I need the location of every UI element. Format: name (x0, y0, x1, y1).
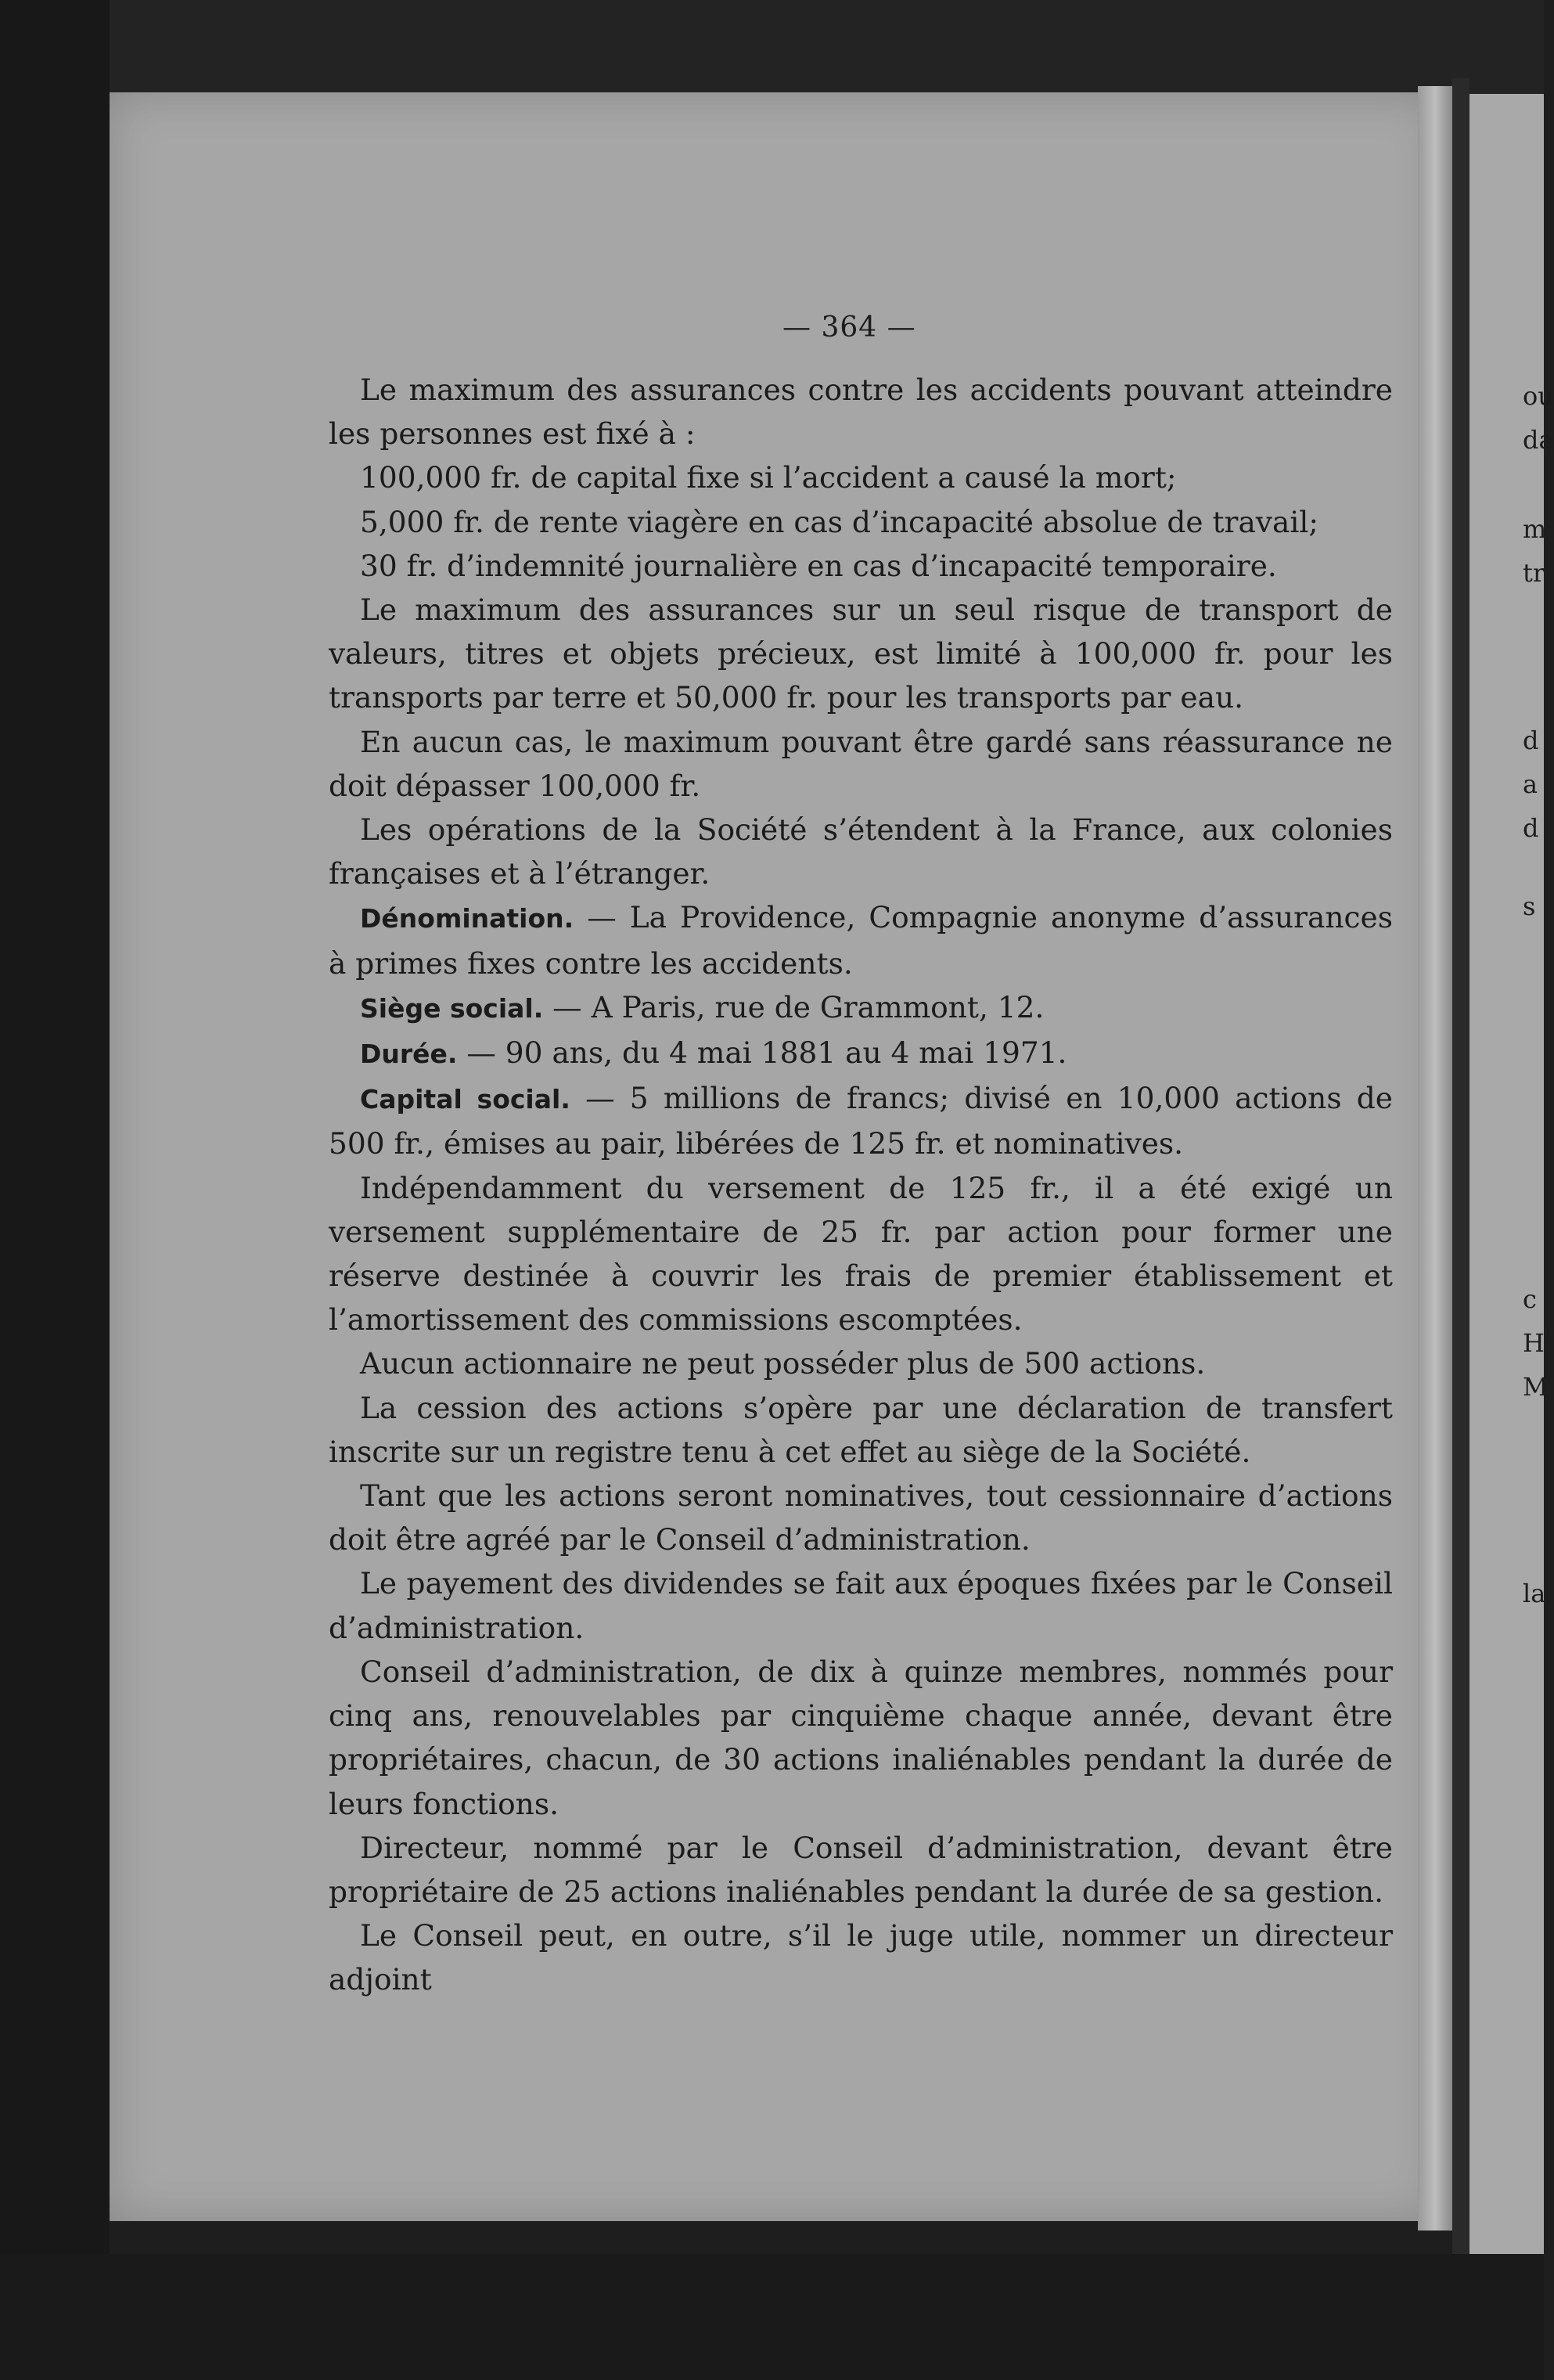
paragraph: Tant que les actions seront nominatives, tout cessionnaire d’actions doit être agréé par le Conseil d’administration. (329, 1478, 1393, 1557)
paragraph: Le payement des dividendes se fait aux époques fixées par le Conseil d’administration. (329, 1566, 1393, 1645)
adjacent-page-fragment: M (1523, 1372, 1549, 1402)
paragraph: Le Conseil peut, en outre, s’il le juge utile, nommer un directeur adjoint (329, 1918, 1393, 1997)
scan-background-left (0, 0, 110, 2380)
scan-background-bottom (0, 2254, 1544, 2380)
paragraph: 30 fr. d’indemnité journalière en cas d’incapacité temporaire. (360, 548, 1277, 583)
page-number: — 364 — (782, 311, 916, 344)
page-curl-edge (1418, 86, 1452, 2231)
adjacent-page-fragment: H (1523, 1328, 1545, 1358)
body-text (329, 368, 1393, 2002)
book-gutter (1452, 78, 1469, 2254)
paragraph: Le maximum des assurances contre les accidents pouvant atteindre les personnes est fixé à : (329, 373, 1393, 452)
adjacent-page-fragment: d (1523, 726, 1539, 755)
adjacent-page-fragment: tr (1523, 558, 1545, 588)
paragraph: Le maximum des assurances sur un seul risque de transport de valeurs, titres et objets précieux, est limité à 100,000 fr. pour les transports par terre et 50,000 fr. pour les transports par eau. (329, 592, 1393, 715)
adjacent-page-fragment: la (1523, 1579, 1546, 1608)
section-text: — 5 millions de francs; divisé en 10,000 actions de 500 fr., émises au pair, libérées de 125 fr. et nominatives. (329, 1081, 1393, 1161)
paragraph: En aucun cas, le maximum pouvant être gardé sans réassurance ne doit dépasser 100,000 fr. (329, 724, 1393, 803)
paragraph: Les opérations de la Société s’étendent à la France, aux colonies françaises et à l’étranger. (329, 812, 1393, 891)
adjacent-page (1469, 94, 1554, 2254)
section-paragraph (329, 895, 1393, 985)
adjacent-page-fragment: d (1523, 813, 1539, 843)
section-heading: Siège social. (360, 992, 544, 1024)
section-heading: Dénomination. (360, 903, 574, 934)
adjacent-page-fragment: da (1523, 425, 1554, 455)
adjacent-page-fragment: c (1523, 1284, 1537, 1314)
paragraph: Directeur, nommé par le Conseil d’administration, devant être propriétaire de 25 actions inaliénables pendant la durée de sa gestion. (329, 1830, 1393, 1909)
section-heading: Capital social. (360, 1084, 570, 1115)
paragraph: 5,000 fr. de rente viagère en cas d’incapacité absolue de travail; (360, 504, 1318, 539)
section-heading: Durée. (360, 1039, 458, 1070)
section-paragraph (329, 1031, 1393, 1076)
paragraph: Conseil d’administration, de dix à quinze membres, nommés pour cinq ans, renouvelables par cinquième chaque année, devant être propriétaires, chacun, de 30 actions inaliénables pendant la durée de leurs fonctions. (329, 1654, 1393, 1821)
section-text: — La Providence, Compagnie anonyme d’assurances à primes fixes contre les accidents. (329, 900, 1393, 981)
section-paragraph (329, 1076, 1393, 1165)
section-text: — A Paris, rue de Grammont, 12. (543, 989, 1045, 1024)
adjacent-page-fragment: ou (1523, 381, 1554, 411)
paragraph: Indépendamment du versement de 125 fr., il a été exigé un versement supplémentaire de 25 fr. par action pour former une réserve destinée à couvrir les frais de premier établissement et l’amortissement des commissions escomptées. (329, 1170, 1393, 1338)
paragraph: Aucun actionnaire ne peut posséder plus de 500 actions. (360, 1346, 1206, 1381)
scan-background-top (0, 0, 1544, 94)
adjacent-page-fragment: s (1523, 891, 1536, 921)
section-paragraph (329, 985, 1393, 1031)
paragraph: La cession des actions s’opère par une déclaration de transfert inscrite sur un registre tenu à cet effet au siège de la Société. (329, 1390, 1393, 1469)
adjacent-page-fragment: a (1523, 769, 1538, 799)
paragraph: 100,000 fr. de capital fixe si l’accident a causé la mort; (360, 460, 1177, 495)
adjacent-page-fragment: m (1523, 514, 1547, 544)
section-text: — 90 ans, du 4 mai 1881 au 4 mai 1971. (457, 1035, 1067, 1071)
